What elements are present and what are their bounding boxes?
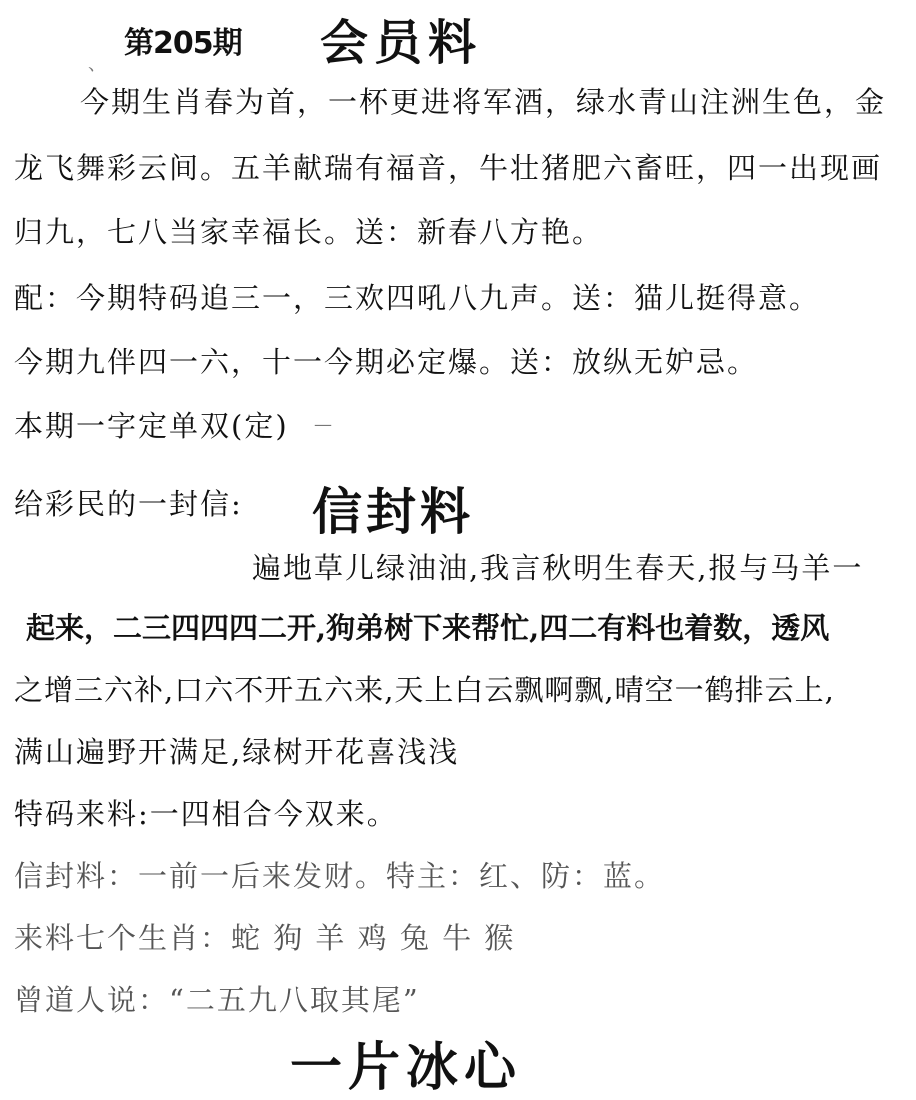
letter-line-3: 之增三六补,口六不开五六来,天上白云飘啊飘,晴空一鹤排云上,: [14, 673, 835, 707]
poem-line-3: 归九，七八当家幸福长。送：新春八方艳。: [14, 215, 604, 249]
letter-title: 信封料: [312, 482, 474, 541]
page-title: 会员料: [320, 15, 483, 71]
letter-label: 给彩民的一封信:: [14, 487, 243, 521]
poem-line-5: 今期九伴四一六，十一今期必定爆。送：放纵无妒忌。: [14, 345, 759, 379]
poem-line-2: 龙飞舞彩云间。五羊献瑞有福音，牛壮猪肥六畜旺，四一出现画: [14, 151, 883, 185]
letter-line-5: 特码来料:一四相合今双来。: [14, 797, 398, 831]
letter-line-8: 曾道人说：“二五九八取其尾”: [14, 983, 420, 1017]
scan-mark: 、: [88, 54, 106, 75]
letter-line-1: 遍地草儿绿油油,我言秋明生春天,报与马羊一: [252, 551, 864, 585]
footer-title: 一片冰心: [290, 1037, 523, 1098]
letter-line-2: 起来，二三四四四二开,狗弟树下来帮忙,四二有料也着数，透风: [26, 611, 830, 645]
poem-line-6: 本期一字定单双(定): [14, 409, 289, 443]
letter-line-7: 来料七个生肖：蛇 狗 羊 鸡 兔 牛 猴: [14, 921, 516, 955]
letter-line-6: 信封料：一前一后来发财。特主：红、防：蓝。: [14, 859, 666, 893]
issue-number: 第205期: [124, 26, 242, 61]
poem-line-4: 配：今期特码追三一，三欢四吼八九声。送：猫儿挺得意。: [14, 281, 821, 315]
letter-line-4: 满山遍野开满足,绿树开花喜浅浅: [14, 735, 460, 769]
poem-line-1: 今期生肖春为首，一杯更进将军酒，绿水青山注洲生色，金: [80, 85, 887, 119]
scan-mark: —: [314, 414, 332, 435]
